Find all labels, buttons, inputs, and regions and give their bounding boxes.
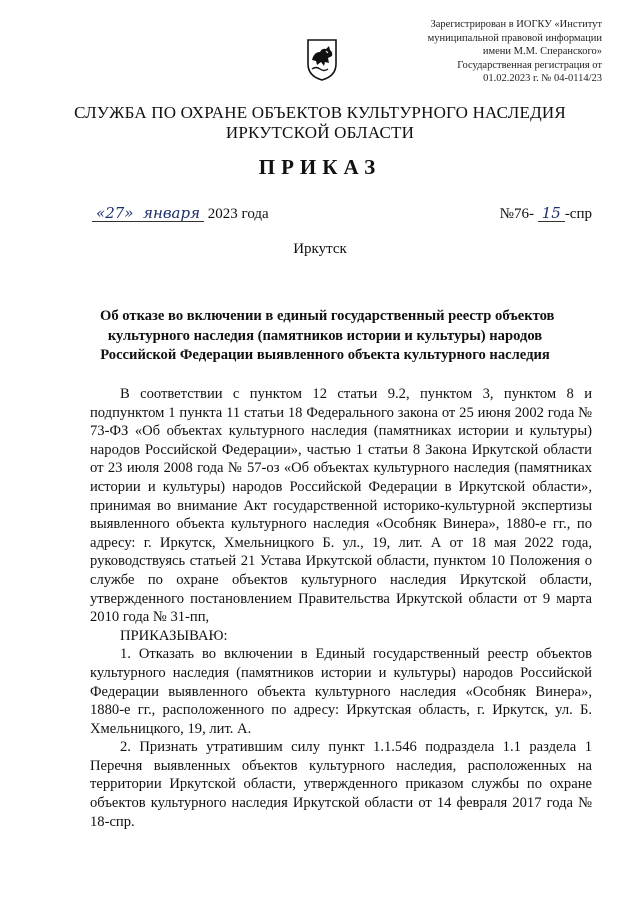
- city-name: Иркутск: [293, 241, 347, 257]
- registration-line: 01.02.2023 г. № 04-0114/23: [483, 73, 602, 85]
- title-line: Российской Федерации выявленного объекта культурного наследия: [100, 347, 550, 363]
- order-item-2: 2. Признать утратившим силу пункт 1.1.546 подраздела 1.1 раздела 1 Перечня выявленных объектов культурного наследия, расположенных на территории Иркутской области, утвержденного приказом службы по охране объектов культурного наследия Иркутской области от 14 февраля 2017 года № 18-спр.: [90, 739, 592, 830]
- document-body: [90, 385, 592, 831]
- preamble-paragraph: В соответствии с пунктом 12 статьи 9.2, пунктом 3, пунктом 8 и подпунктом 1 пункта 11 статьи 18 Федерального закона от 25 июня 2002 года № 73-ФЗ «Об объектах культурного наследия (памятниках истории и культуры) народов Российской Федерации», частью 1 статьи 8 Закона Иркутской области от 23 июля 2008 года № 57-оз «Об объектах культурного наследия (памятниках истории и культуры) народов Российской Федерации в Иркутской области», принимая во внимание Акт государственной историко-культурной экспертизы выявленного объекта культурного наследия «Особняк Винера», 1880-е гг., по адресу: г. Иркутск, Хмельницкого Б. ул., 19, лит. А от 18 мая 2022 года, руководствуясь статьей 21 Устава Иркутской области, пунктом 10 Положения о службе по охране объектов культурного наследия Иркутской области, утвержденного постановлением Правительства Иркутской области от 9 марта 2010 года № 31-пп,: [90, 386, 592, 626]
- document-title: [100, 307, 555, 366]
- date-close-quote: »: [124, 204, 134, 222]
- document-type-heading: ПРИКАЗ: [258, 155, 382, 179]
- registration-line: муниципальной правовой информации: [427, 32, 602, 44]
- date-handwritten: [92, 206, 204, 222]
- irkutsk-coat-of-arms-icon: [306, 38, 338, 82]
- number-prefix: №76-: [499, 206, 534, 222]
- date-day: 27: [105, 204, 125, 222]
- authority-line: ИРКУТСКОЙ ОБЛАСТИ: [225, 123, 415, 142]
- title-line: Об отказе во включении в единый государственный реестр объектов: [100, 308, 555, 324]
- number-handwritten: 15: [538, 206, 565, 222]
- authority-line: СЛУЖБА ПО ОХРАНЕ ОБЪЕКТОВ КУЛЬТУРНОГО НАСЛЕДИЯ: [74, 103, 566, 122]
- document-number: [500, 206, 592, 223]
- number-suffix: -спр: [564, 206, 592, 222]
- registration-line: Государственная регистрация от: [457, 59, 602, 71]
- title-line: культурного наследия (памятников истории и культуры) народов: [107, 327, 543, 344]
- registration-line: имени М.М. Сперанского»: [482, 46, 602, 58]
- issuing-authority: [60, 103, 580, 143]
- date-year: 2023 года: [207, 206, 269, 222]
- date-month: января: [143, 204, 201, 222]
- order-item-1: 1. Отказать во включении в Единый государственный реестр объектов культурного наследия (памятников истории и культуры) народов Российской Федерации выявленного объекта культурного наследия «Особняк Винера», 1880-е гг., расположенного по адресу: Иркутская область, г. Иркутск, ул. Б. Хмельницкого, 19, лит. А.: [90, 646, 592, 737]
- registration-stamp: [372, 18, 602, 86]
- document-date: [92, 206, 269, 223]
- date-open-quote: «: [96, 204, 106, 222]
- order-word: ПРИКАЗЫВАЮ:: [120, 627, 228, 644]
- registration-line: Зарегистрирован в ИОГКУ «Институт: [430, 19, 602, 30]
